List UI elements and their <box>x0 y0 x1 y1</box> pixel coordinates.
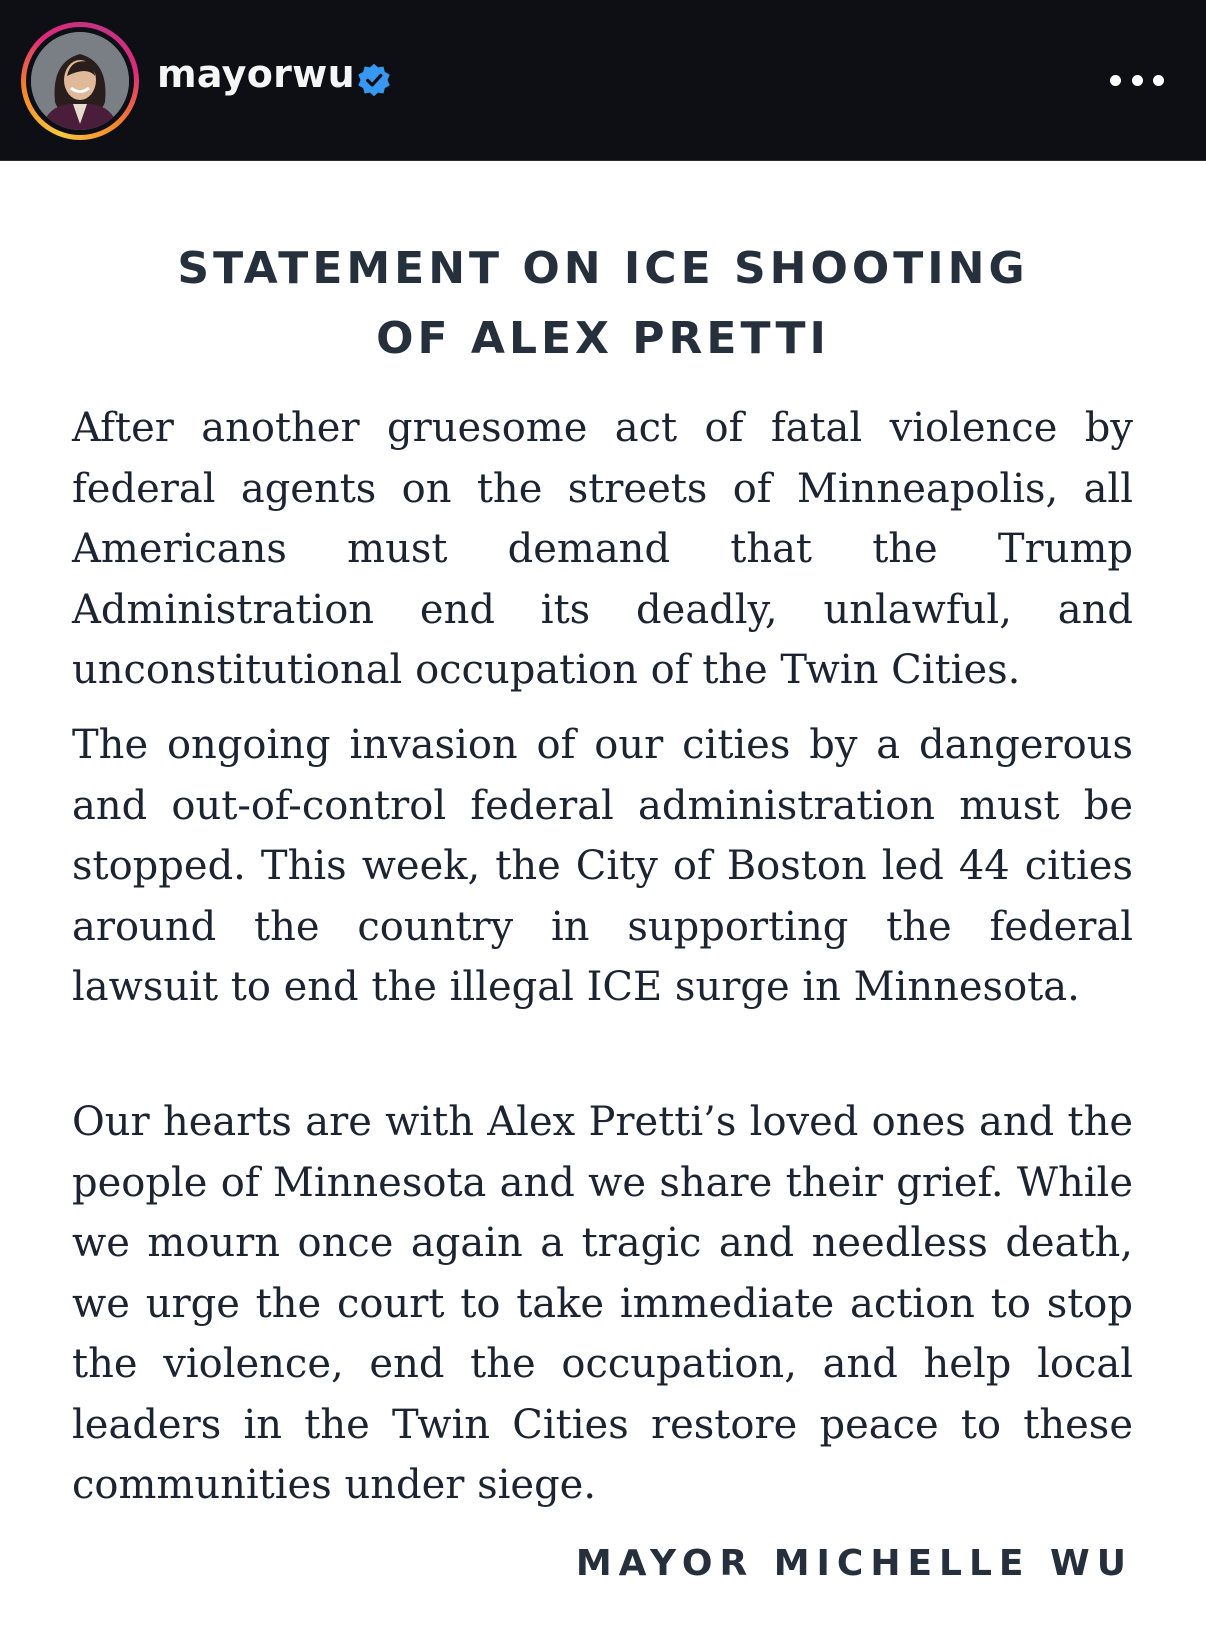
signature: MAYOR MICHELLE WU <box>575 1543 1133 1584</box>
username[interactable]: mayorwu <box>157 52 355 96</box>
post-header <box>0 0 1206 161</box>
avatar <box>31 32 129 130</box>
statement-title-line-1: STATEMENT ON ICE SHOOTING <box>177 243 1029 294</box>
statement-paragraph: Our hearts are with Alex Pretti’s loved ones and the people of Minnesota and we share their grief. While we mourn once again a tragic and needless death, we urge the court to take immediate action to stop the violence, end the occupation, and help local leaders in the Twin Cities restore peace to these communities under siege. <box>72 1099 1133 1508</box>
dot-icon <box>1132 75 1143 86</box>
more-options-button[interactable] <box>1110 68 1164 92</box>
story-ring-avatar[interactable] <box>21 22 139 140</box>
profile-photo <box>31 32 129 130</box>
statement-paragraph: After another gruesome act of fatal violence by federal agents on the streets of Minneapolis, all Americans must demand that the Trump Administration end its deadly, unlawful, and unconstitutional occupation of the Twin Cities. <box>72 405 1133 693</box>
statement-paragraph: The ongoing invasion of our cities by a dangerous and out-of-control federal administration must be stopped. This week, the City of Boston led 44 cities around the country in supporting the federal lawsuit to end the illegal ICE surge in Minnesota. <box>72 722 1133 1010</box>
dot-icon <box>1153 75 1164 86</box>
statement-title-line-2: OF ALEX PRETTI <box>376 313 830 364</box>
dot-icon <box>1110 75 1121 86</box>
verified-badge-icon <box>356 62 392 98</box>
